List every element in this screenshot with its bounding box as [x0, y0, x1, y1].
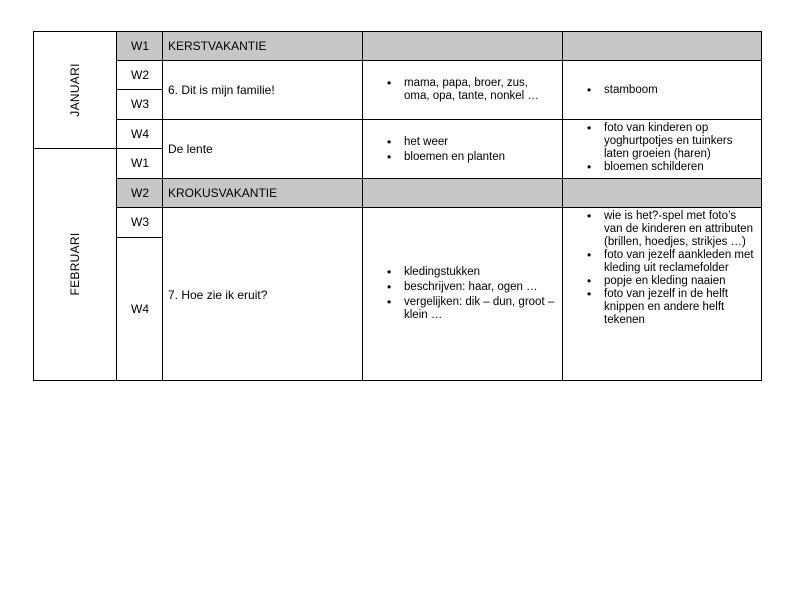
table-border [116, 207, 762, 208]
week-label: W2 [131, 186, 149, 200]
list-item: • foto van kinderen op yoghurtpotjes en tuinkers laten groeien (haren) [585, 122, 755, 161]
month-label-januari: JANUARI [68, 63, 82, 117]
week-label: W4 [131, 127, 149, 141]
table-border [33, 148, 163, 149]
theme-familie: 6. Dit is mijn familie! [168, 83, 275, 97]
activity-list-lente [585, 122, 755, 174]
table-border [116, 31, 117, 381]
theme-kerstvakantie: KERSTVAKANTIE [168, 39, 267, 53]
month-label-februari: FEBRUARI [68, 232, 82, 296]
week-label: W1 [131, 156, 149, 170]
activity-list-eruit [585, 210, 757, 327]
theme-eruit: 7. Hoe zie ik eruit? [168, 288, 268, 302]
table-border [33, 31, 762, 32]
list-item: • foto van jezelf in de helft knippen en andere helft tekenen [585, 288, 757, 327]
list-item: • het weer [385, 136, 555, 149]
list-item: • wie is het?-spel met foto’s van de kinderen en attributen (brillen, hoedjes, strikjes …) [585, 210, 757, 249]
list-item: • popje en kleding naaien [585, 275, 757, 288]
list-item: • kledingstukken [385, 266, 557, 279]
table-border [116, 119, 762, 120]
table-border [362, 31, 363, 381]
week-label: W1 [131, 39, 149, 53]
list-item: • mama, papa, broer, zus, oma, opa, tante, nonkel … [385, 77, 555, 103]
table-border [162, 31, 163, 381]
theme-krokusvakantie: KROKUSVAKANTIE [168, 186, 278, 200]
week-label: W3 [131, 97, 149, 111]
list-item: • beschrijven: haar, ogen … [385, 281, 557, 294]
list-item: • bloemen en planten [385, 151, 555, 164]
week-label: W3 [131, 215, 149, 229]
table-border [116, 89, 163, 90]
activity-list-familie [585, 84, 757, 97]
table-border [116, 237, 163, 238]
content-list-eruit [385, 266, 557, 322]
content-list-lente [385, 136, 555, 164]
theme-lente: De lente [168, 142, 213, 156]
table-border [761, 31, 762, 381]
table-border [116, 178, 762, 179]
table-border [33, 380, 762, 381]
content-list-familie [385, 77, 555, 103]
list-item: • vergelijken: dik – dun, groot – klein … [385, 296, 557, 322]
list-item: • foto van jezelf aankleden met kleding uit reclamefolder [585, 249, 757, 275]
week-label: W4 [131, 302, 149, 316]
list-item: • stamboom [585, 84, 757, 97]
list-item: • bloemen schilderen [585, 161, 755, 174]
table-border [562, 31, 563, 381]
table-border [33, 31, 34, 381]
week-label: W2 [131, 68, 149, 82]
table-border [116, 60, 762, 61]
